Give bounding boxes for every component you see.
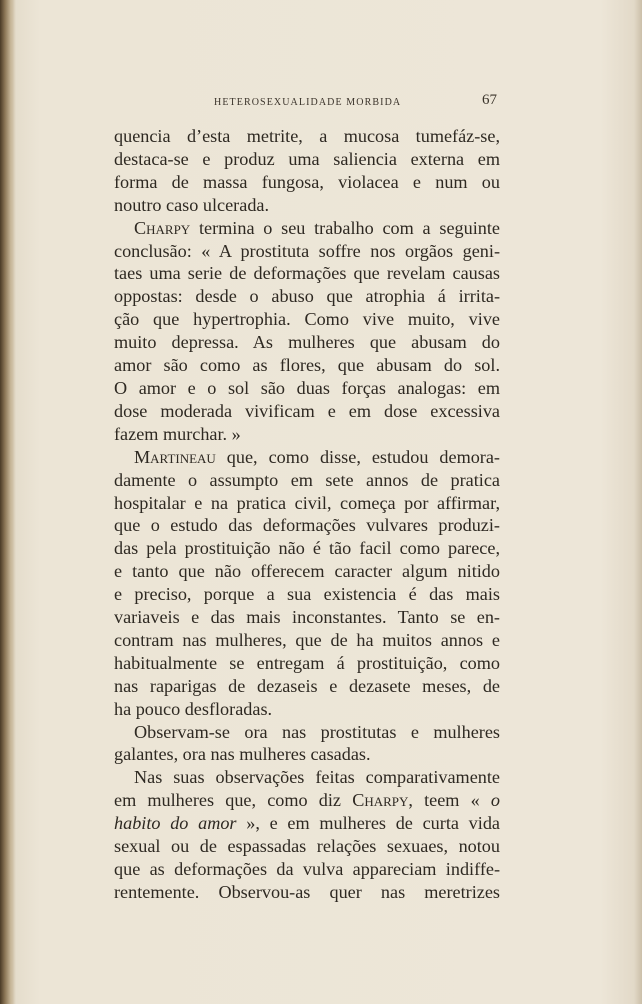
- text-line: [114, 377, 500, 400]
- text-line: [114, 629, 500, 652]
- text-line: [114, 858, 500, 881]
- text-segment: amor são como as flores, que abusam do sol.: [114, 355, 500, 376]
- text-line: [114, 446, 500, 469]
- italic-text: habito do amor: [114, 813, 237, 834]
- text-line: [114, 789, 500, 812]
- text-segment: hospitalar e na pratica civil, começa por affirmar,: [114, 492, 500, 513]
- text-segment: forma de massa fungosa, violacea e num ou: [114, 171, 500, 192]
- text-line: [114, 675, 500, 698]
- text-segment: nas raparigas de dezaseis e dezasete meses, de: [114, 675, 500, 696]
- text-line: [114, 537, 500, 560]
- text-segment: que o estudo das deformações vulvares produzi-: [114, 515, 500, 536]
- text-line: [114, 606, 500, 629]
- text-segment: fazem murchar. »: [114, 423, 241, 444]
- text-segment: dose moderada vivificam e em dose excessiva: [114, 400, 500, 421]
- page-number: 67: [482, 92, 497, 108]
- text-line: [114, 308, 500, 331]
- book-binding-edge: [0, 0, 16, 1004]
- text-segment: contram nas mulheres, que de ha muitos annos e: [114, 629, 500, 650]
- running-head: HETEROSEXUALIDADE MORBIDA: [214, 97, 402, 108]
- body-text: [114, 125, 500, 904]
- text-segment: muito depressa. As mulheres que abusam do: [114, 332, 500, 353]
- text-segment: termina o seu trabalho com a seguinte: [190, 217, 500, 238]
- text-segment: variaveis e das mais inconstantes. Tanto se en-: [114, 607, 500, 628]
- text-line: [114, 469, 500, 492]
- text-segment: habitualmente se entregam á prostituição, como: [114, 652, 500, 673]
- text-segment: , teem «: [408, 790, 491, 811]
- text-segment: damente o assumpto em sete annos de pratica: [114, 469, 500, 490]
- text-line: [114, 171, 500, 194]
- author-name: Charpy: [352, 790, 409, 811]
- text-segment: das pela prostituição não é tão facil como parece,: [114, 538, 500, 559]
- text-line: [114, 812, 500, 835]
- text-line: [114, 492, 500, 515]
- text-line: [114, 262, 500, 285]
- text-segment: rentemente. Observou-as quer nas meretrizes: [114, 881, 500, 902]
- text-line: [114, 354, 500, 377]
- text-segment: que, como disse, estudou demora-: [215, 446, 500, 467]
- text-line: [114, 652, 500, 675]
- author-name: Martineau: [134, 446, 216, 467]
- text-line: [114, 743, 500, 766]
- text-segment: Observam-se ora nas prostitutas e mulheres: [134, 721, 500, 742]
- text-segment: ção que hypertrophia. Como vive muito, vive: [114, 309, 500, 330]
- text-segment: », e em mulheres de curta vida: [236, 813, 500, 834]
- text-segment: noutro caso ulcerada.: [114, 194, 270, 215]
- text-segment: em mulheres que, como diz: [114, 790, 353, 811]
- text-line: [114, 285, 500, 308]
- text-line: [114, 766, 500, 789]
- text-line: [114, 514, 500, 537]
- text-segment: que as deformações da vulva appareciam indiffe-: [114, 859, 500, 879]
- text-line: [114, 194, 500, 217]
- text-line: [114, 125, 500, 148]
- text-segment: quencia d’esta metrite, a mucosa tumefáz-se,: [114, 126, 500, 146]
- author-name: Charpy: [134, 217, 191, 238]
- text-segment: e tanto que não offerecem caracter algum nitido: [114, 561, 500, 582]
- text-segment: taes uma serie de deformações que revelam causas: [114, 263, 500, 284]
- text-segment: Nas suas observações feitas comparativamente: [134, 767, 500, 788]
- text-line: [114, 560, 500, 583]
- italic-text: o: [490, 790, 500, 811]
- text-line: [114, 148, 500, 171]
- text-segment: conclusão: « A prostituta soffre nos orgãos geni-: [114, 240, 500, 261]
- text-segment: galantes, ora nas mulheres casadas.: [114, 744, 371, 765]
- text-segment: oppostas: desde o abuso que atrophia á irrita-: [114, 286, 500, 307]
- text-segment: O amor e o sol são duas forças analogas: em: [114, 377, 500, 398]
- text-line: [114, 881, 500, 904]
- text-line: [114, 331, 500, 354]
- text-line: [114, 423, 500, 446]
- text-line: [114, 400, 500, 423]
- text-line: [114, 835, 500, 858]
- text-line: [114, 698, 500, 721]
- text-line: [114, 721, 500, 744]
- page-header: [0, 92, 642, 116]
- text-line: [114, 583, 500, 606]
- text-segment: e preciso, porque a sua existencia é das mais: [114, 584, 500, 605]
- text-segment: destaca-se e produz uma saliencia externa em: [114, 148, 500, 169]
- text-segment: ha pouco desfloradas.: [114, 698, 273, 719]
- text-segment: sexual ou de espassadas relações sexuaes, notou: [114, 836, 500, 857]
- text-line: [114, 240, 500, 263]
- text-line: [114, 217, 500, 240]
